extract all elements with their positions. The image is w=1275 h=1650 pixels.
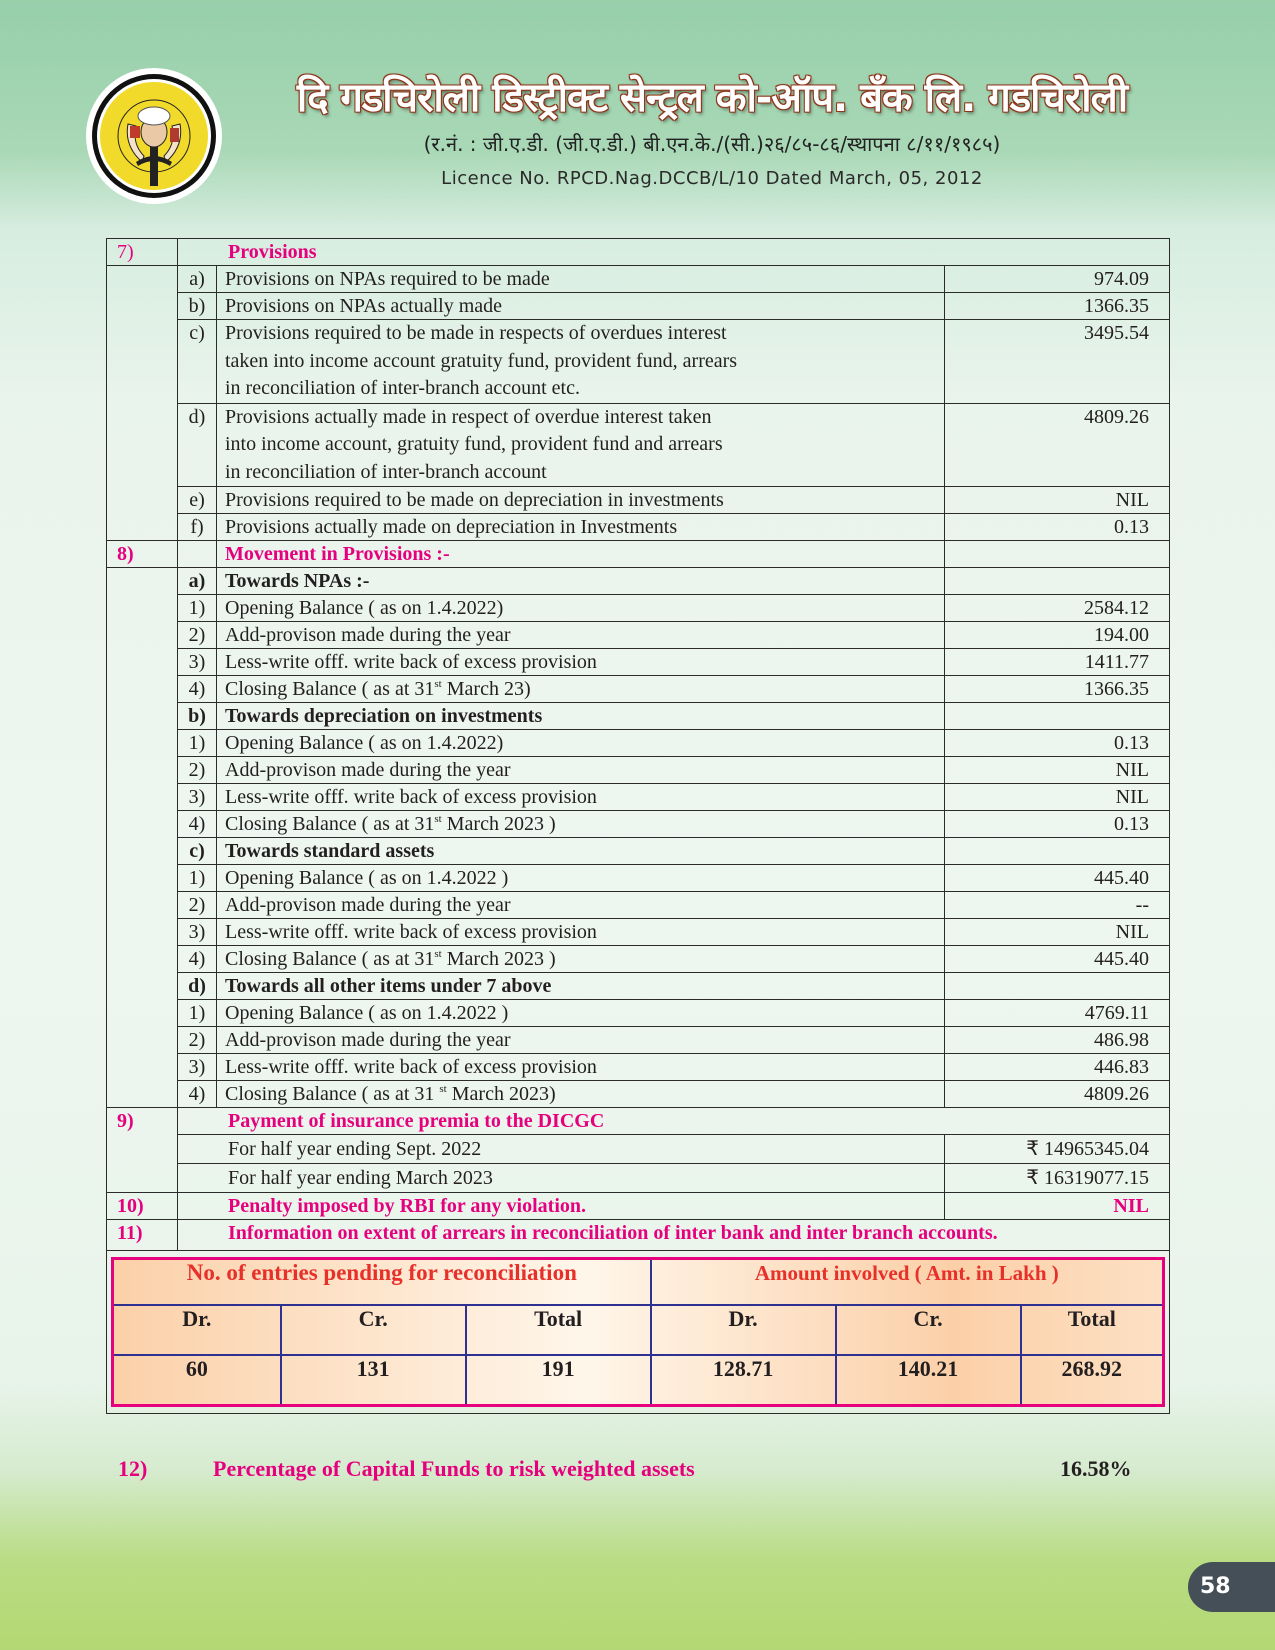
row-value: 974.09 (945, 266, 1170, 293)
row-label: For half year ending Sept. 2022 (178, 1135, 945, 1164)
section-title: Penalty imposed by RBI for any violation. (228, 1195, 586, 1217)
row-value: -- (945, 892, 1170, 919)
section-10-row (107, 1193, 1170, 1220)
row-index: 2) (178, 622, 217, 649)
recon-group-header-row (113, 1259, 1164, 1306)
table-row (107, 1054, 1170, 1081)
row-label: Add-provison made during the year (217, 892, 945, 919)
table-row (107, 1164, 1170, 1193)
row-value: 3495.54 (945, 320, 1170, 404)
table-row (107, 514, 1170, 541)
section-8-heading (107, 541, 1170, 568)
row-value: 0.13 (945, 514, 1170, 541)
section-title: Payment of insurance premia to the DICGC (228, 1110, 605, 1132)
section-title: Movement in Provisions :- (225, 543, 450, 565)
row-index: d) (178, 403, 217, 487)
ordinal-suffix: st (434, 813, 442, 825)
row-label (217, 811, 945, 838)
row-label-line: into income account, gratuity fund, provident fund and arrears (225, 433, 723, 455)
section-number: 7) (107, 239, 178, 266)
table-row (107, 1081, 1170, 1108)
amount-involved-header: Amount involved ( Amt. in Lakh ) (651, 1259, 1164, 1306)
row-label-text: March 2023 ) (441, 948, 556, 970)
column-header: Cr. (836, 1305, 1021, 1355)
row-label: Less-write offf. write back of excess provision (217, 784, 945, 811)
row-label-line: in reconciliation of inter-branch account etc. (225, 377, 580, 399)
row-value: ₹ 16319077.15 (945, 1164, 1170, 1193)
table-row (107, 293, 1170, 320)
section-number: 9) (107, 1108, 178, 1193)
recon-values-row (113, 1355, 1164, 1406)
table-row (107, 1135, 1170, 1164)
section-title: Provisions (228, 241, 317, 263)
table-row (107, 811, 1170, 838)
row-value: 4769.11 (945, 1000, 1170, 1027)
row-label-text: Closing Balance ( as at 31 (225, 948, 435, 970)
licence-number: Licence No. RPCD.Nag.DCCB/L/10 Dated March, 05, 2012 (441, 168, 983, 189)
row-value: 194.00 (945, 622, 1170, 649)
section-12-number: 12) (118, 1456, 148, 1481)
section-number: 11) (107, 1220, 178, 1251)
subsection-heading (107, 568, 1170, 595)
section-11-heading (107, 1220, 1170, 1251)
table-row (107, 487, 1170, 514)
table-row (107, 730, 1170, 757)
amount-dr-value: 128.71 (651, 1355, 836, 1406)
row-label: Less-write offf. write back of excess provision (217, 919, 945, 946)
disclosure-table (106, 238, 1170, 1414)
row-index: 1) (178, 730, 217, 757)
row-label-line: in reconciliation of inter-branch account (225, 460, 547, 483)
row-index: 2) (178, 757, 217, 784)
row-index: 3) (178, 919, 217, 946)
subsection-title: Towards all other items under 7 above (217, 973, 945, 1000)
table-row (107, 1000, 1170, 1027)
entries-total-value: 191 (466, 1355, 651, 1406)
row-value: NIL (945, 784, 1170, 811)
subsection-index: c) (178, 838, 217, 865)
row-index: 4) (178, 676, 217, 703)
subsection-index: b) (178, 703, 217, 730)
row-label: Add-provison made during the year (217, 757, 945, 784)
row-label-text: March 2023) (446, 1083, 556, 1105)
row-label: Opening Balance ( as on 1.4.2022 ) (217, 1000, 945, 1027)
row-index: 1) (178, 865, 217, 892)
row-label-line: Provisions required to be made in respects of overdues interest (225, 322, 727, 344)
table-row (107, 946, 1170, 973)
table-row (107, 622, 1170, 649)
entries-pending-header: No. of entries pending for reconciliation (113, 1259, 651, 1306)
penalty-value: NIL (945, 1193, 1170, 1220)
row-index: 3) (178, 649, 217, 676)
subsection-title: Towards NPAs :- (217, 568, 945, 595)
ordinal-suffix: st (434, 948, 442, 960)
column-header: Total (466, 1305, 651, 1355)
row-label: Add-provison made during the year (217, 1027, 945, 1054)
table-row (107, 784, 1170, 811)
row-label-line: taken into income account gratuity fund, provident fund, arrears (225, 349, 738, 372)
section-12-title: Percentage of Capital Funds to risk weighted assets (213, 1456, 695, 1481)
row-value: 0.13 (945, 730, 1170, 757)
row-value: 1366.35 (945, 676, 1170, 703)
capital-funds-percentage: 16.58% (1060, 1456, 1132, 1481)
row-value: 1366.35 (945, 293, 1170, 320)
amount-total-value: 268.92 (1021, 1355, 1164, 1406)
row-value: 486.98 (945, 1027, 1170, 1054)
recon-column-header-row (113, 1305, 1164, 1355)
row-value: NIL (945, 487, 1170, 514)
row-index: 4) (178, 811, 217, 838)
row-index: 3) (178, 784, 217, 811)
row-label: For half year ending March 2023 (178, 1164, 945, 1193)
row-index: f) (178, 514, 217, 541)
row-index: e) (178, 487, 217, 514)
ordinal-suffix: st (434, 678, 442, 690)
table-row (107, 649, 1170, 676)
section-9-heading (107, 1108, 1170, 1135)
row-value: 2584.12 (945, 595, 1170, 622)
row-value: ₹ 14965345.04 (945, 1135, 1170, 1164)
row-index: 2) (178, 892, 217, 919)
table-row (107, 919, 1170, 946)
row-value: 445.40 (945, 865, 1170, 892)
row-index: 1) (178, 1000, 217, 1027)
row-label-text: Closing Balance ( as at 31 (225, 813, 435, 835)
row-index: 1) (178, 595, 217, 622)
column-header: Dr. (651, 1305, 836, 1355)
row-value: NIL (945, 919, 1170, 946)
row-label: Provisions on NPAs actually made (217, 293, 945, 320)
row-label: Add-provison made during the year (217, 622, 945, 649)
bank-name-title: दि गडचिरोली डिस्ट्रीक्ट सेन्ट्रल को-ऑप. बँक लि. गडचिरोली (296, 75, 1128, 121)
row-label: Provisions actually made on depreciation in Investments (217, 514, 945, 541)
subsection-index: d) (178, 973, 217, 1000)
ordinal-suffix: st (439, 1083, 447, 1095)
entries-dr-value: 60 (113, 1355, 281, 1406)
row-label (217, 1081, 945, 1108)
subsection-title: Towards depreciation on investments (217, 703, 945, 730)
page-number: 58 (1188, 1562, 1275, 1612)
reconciliation-table (111, 1257, 1165, 1407)
table-row (107, 757, 1170, 784)
row-label: Opening Balance ( as on 1.4.2022) (217, 730, 945, 757)
row-label: Opening Balance ( as on 1.4.2022 ) (217, 865, 945, 892)
table-row (107, 892, 1170, 919)
row-index: b) (178, 293, 217, 320)
table-row (107, 320, 1170, 404)
row-label (217, 403, 945, 487)
column-header: Cr. (281, 1305, 466, 1355)
bank-emblem-logo (84, 66, 224, 206)
section-number: 8) (107, 541, 178, 568)
table-row (107, 595, 1170, 622)
row-value: 445.40 (945, 946, 1170, 973)
row-value: 446.83 (945, 1054, 1170, 1081)
table-row (107, 865, 1170, 892)
registration-number: (र.नं. : जी.ए.डी. (जी.ए.डी.) बी.एन.के./(सी.)२६/८५-८६/स्थापना ८/११/१९८५) (423, 132, 1001, 156)
row-label (217, 320, 945, 404)
row-label: Opening Balance ( as on 1.4.2022) (217, 595, 945, 622)
subsection-heading (107, 703, 1170, 730)
row-value: 0.13 (945, 811, 1170, 838)
row-value: NIL (945, 757, 1170, 784)
subsection-heading (107, 973, 1170, 1000)
section-number: 10) (107, 1193, 178, 1220)
row-value: 4809.26 (945, 1081, 1170, 1108)
section-7-heading (107, 239, 1170, 266)
row-index: 4) (178, 946, 217, 973)
row-index: 2) (178, 1027, 217, 1054)
row-label: Less-write offf. write back of excess provision (217, 649, 945, 676)
row-index: 4) (178, 1081, 217, 1108)
section-title: Information on extent of arrears in reconciliation of inter bank and inter branch accounts. (228, 1222, 998, 1244)
column-header: Dr. (113, 1305, 281, 1355)
row-value: 1411.77 (945, 649, 1170, 676)
reconciliation-row (107, 1251, 1170, 1414)
row-label-text: March 23) (441, 678, 531, 700)
subsection-index: a) (178, 568, 217, 595)
row-label: Provisions on NPAs required to be made (217, 266, 945, 293)
row-value: 4809.26 (945, 403, 1170, 487)
column-header: Total (1021, 1305, 1164, 1355)
subsection-title: Towards standard assets (217, 838, 945, 865)
row-index: 3) (178, 1054, 217, 1081)
row-index: c) (178, 320, 217, 404)
row-label-text: March 2023 ) (441, 813, 556, 835)
row-label: Provisions required to be made on depreciation in investments (217, 487, 945, 514)
table-row (107, 676, 1170, 703)
row-label-line: Provisions actually made in respect of overdue interest taken (225, 405, 712, 428)
row-index: a) (178, 266, 217, 293)
table-row (107, 1027, 1170, 1054)
subsection-heading (107, 838, 1170, 865)
row-label: Less-write offf. write back of excess provision (217, 1054, 945, 1081)
row-label (217, 676, 945, 703)
row-label-text: Closing Balance ( as at 31 (225, 1083, 440, 1105)
table-row (107, 266, 1170, 293)
amount-cr-value: 140.21 (836, 1355, 1021, 1406)
row-label-text: Closing Balance ( as at 31 (225, 678, 435, 700)
row-label (217, 946, 945, 973)
entries-cr-value: 131 (281, 1355, 466, 1406)
table-row (107, 403, 1170, 487)
